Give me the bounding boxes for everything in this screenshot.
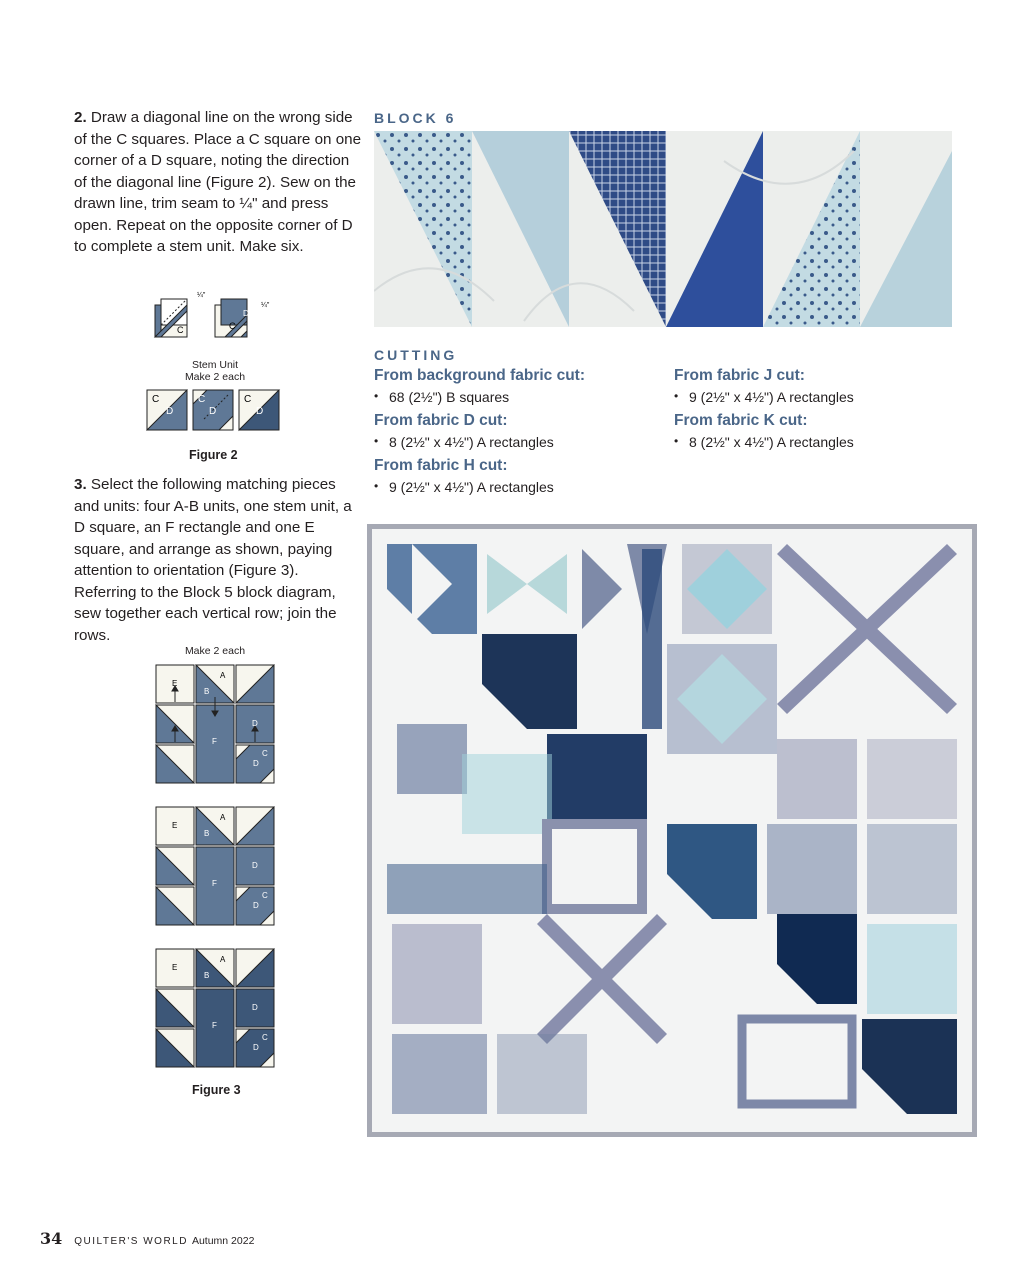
step-2-instructions bbox=[74, 107, 364, 258]
cutting-item-fabric-k: • 8 (2½" x 4½") A rectangles bbox=[674, 434, 964, 450]
cutting-item-fabric-h: • 9 (2½" x 4½") A rectangles bbox=[374, 479, 664, 495]
cutting-heading-fabric-d: From fabric D cut: bbox=[374, 412, 508, 429]
step-3-instructions bbox=[74, 474, 364, 646]
figure-3-block-plain bbox=[155, 806, 277, 928]
cutting-column-left bbox=[374, 367, 664, 502]
figure-2-letter-c: C bbox=[229, 321, 236, 331]
cutting-item-background: • 68 (2½") B squares bbox=[374, 389, 664, 405]
figure-2-seam-label: ¼" bbox=[197, 292, 206, 299]
figure-2-letter-d: D bbox=[256, 406, 264, 417]
cutting-item-fabric-d: • 8 (2½" x 4½") A rectangles bbox=[374, 434, 664, 450]
figure-2-seam-label: ¼" bbox=[261, 302, 270, 309]
figure-3-letter-d: D bbox=[253, 1043, 259, 1052]
figure-3-letter-a: A bbox=[220, 955, 226, 964]
figure-2-unit-label bbox=[175, 359, 255, 383]
figure-3-letter-a: A bbox=[220, 813, 226, 822]
figure-3-letter-d: D bbox=[252, 1003, 258, 1012]
figure-2-unit-line2: Make 2 each bbox=[184, 371, 246, 383]
block-6-title: BLOCK 6 bbox=[374, 110, 457, 126]
figure-2-unit-line1: Stem Unit bbox=[191, 359, 239, 371]
cutting-heading-fabric-h: From fabric H cut: bbox=[374, 457, 508, 474]
cutting-heading-background: From background fabric cut: bbox=[374, 367, 585, 384]
figure-2-letter-c: C bbox=[198, 394, 206, 405]
figure-2-caption: Figure 2 bbox=[189, 448, 238, 462]
figure-3-letter-b: B bbox=[204, 971, 210, 980]
figure-3-letter-f: F bbox=[212, 879, 217, 888]
figure-3-letter-d: D bbox=[253, 901, 259, 910]
figure-3-block-arrows bbox=[155, 664, 277, 786]
cutting-heading-fabric-j: From fabric J cut: bbox=[674, 367, 805, 384]
figure-3-letter-b: B bbox=[204, 687, 210, 696]
figure-2-letter-c: C bbox=[177, 325, 184, 335]
figure-3-caption: Figure 3 bbox=[192, 1083, 241, 1097]
figure-3-make-label: Make 2 each bbox=[184, 645, 246, 657]
cutting-heading-fabric-k: From fabric K cut: bbox=[674, 412, 808, 429]
step-2-number: 2. bbox=[74, 109, 87, 126]
figure-3-letter-c: C bbox=[262, 1033, 268, 1042]
cutting-column-right bbox=[674, 367, 964, 457]
figure-2-letter-c: C bbox=[244, 394, 252, 405]
figure-2-letter-d: D bbox=[166, 406, 174, 417]
figure-3-letter-d: D bbox=[252, 719, 258, 728]
footer bbox=[40, 1229, 254, 1248]
figure-3-letter-c: C bbox=[262, 891, 268, 900]
figure-3-letter-e: E bbox=[172, 821, 178, 830]
step-3-number: 3. bbox=[74, 476, 87, 493]
figure-3-letter-d: D bbox=[252, 861, 258, 870]
magazine-name: QUILTER'S WORLD bbox=[74, 1236, 188, 1247]
figure-3-letter-e: E bbox=[172, 963, 178, 972]
step-2-text: Draw a diagonal line on the wrong side of the C squares. Place a C square on one corner of a D square, noting the direction of the diagonal line (Figure 2). Sew on the drawn line, trim seam to ¼" and press open. Repeat on the opposite corner of D to complete a stem unit. Make six. bbox=[74, 109, 362, 255]
page-number: 34 bbox=[40, 1229, 63, 1248]
figure-3-letter-e: E bbox=[172, 679, 178, 688]
cutting-title: CUTTING bbox=[374, 347, 458, 363]
block-6-photo bbox=[374, 131, 952, 327]
step-3-text: Select the following matching pieces and units: four A-B units, one stem unit, a D square, an F rectangle and one E square, and arrange as shown, paying attention to orientation (Figure 3). Referring to the Block 5 block diagram, sew together each vertical row; join the rows. bbox=[74, 476, 352, 644]
figure-3-letter-b: B bbox=[204, 829, 210, 838]
figure-2-letter-d: D bbox=[209, 406, 217, 417]
figure-3-block-dark bbox=[155, 948, 277, 1070]
figure-3-letter-f: F bbox=[212, 737, 217, 746]
figure-2-stem-units bbox=[146, 389, 282, 433]
quilt-photo bbox=[367, 524, 977, 1137]
cutting-item-fabric-j: • 9 (2½" x 4½") A rectangles bbox=[674, 389, 964, 405]
figure-3-letter-c: C bbox=[262, 749, 268, 758]
figure-2-letter-c: C bbox=[152, 394, 160, 405]
figure-2-top-diagram bbox=[145, 285, 285, 340]
figure-3-letter-f: F bbox=[212, 1021, 217, 1030]
issue-season: Autumn 2022 bbox=[191, 1235, 255, 1247]
figure-2-letter-d: D bbox=[243, 309, 249, 318]
figure-3-letter-d: D bbox=[253, 759, 259, 768]
figure-3-letter-a: A bbox=[220, 671, 226, 680]
